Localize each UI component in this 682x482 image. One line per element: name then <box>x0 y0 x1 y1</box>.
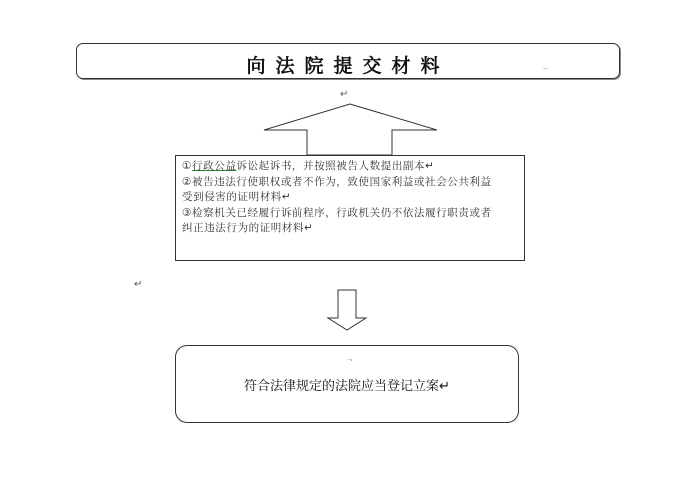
requirement-1-rest: 诉讼起诉书，并按照被告人数提出副本↵ <box>236 160 435 172</box>
requirement-line-5: 纠正违法行为的证明材料↵ <box>182 222 314 234</box>
up-arrow <box>264 104 437 155</box>
requirement-line-2: ②被告违法行使职权或者不作为，致使国家利益或社会公共利益 <box>182 175 492 188</box>
result-mark: ., <box>348 354 353 362</box>
requirements-box <box>175 155 525 261</box>
result-box <box>175 345 519 423</box>
requirement-1-number: ① <box>182 160 193 172</box>
paragraph-mark-top: ↵ <box>340 89 349 100</box>
requirement-line-3: 受到侵害的证明材料↵ <box>182 191 292 203</box>
requirement-line-1 <box>182 159 518 175</box>
result-text: 符合法律规定的法院应当登记立案↵ <box>244 379 450 394</box>
requirement-line-4: ③检察机关已经履行诉前程序，行政机关仍不依法履行职责或者 <box>182 206 492 219</box>
title-text: 向法院提交材料 <box>246 55 450 77</box>
down-arrow <box>328 290 366 330</box>
title-box <box>76 43 620 79</box>
title-mark: .. <box>543 63 548 71</box>
requirements-text <box>182 159 518 237</box>
paragraph-mark-left: ↵ <box>134 279 143 290</box>
requirement-1-underlined: 行政公益 <box>192 160 237 172</box>
